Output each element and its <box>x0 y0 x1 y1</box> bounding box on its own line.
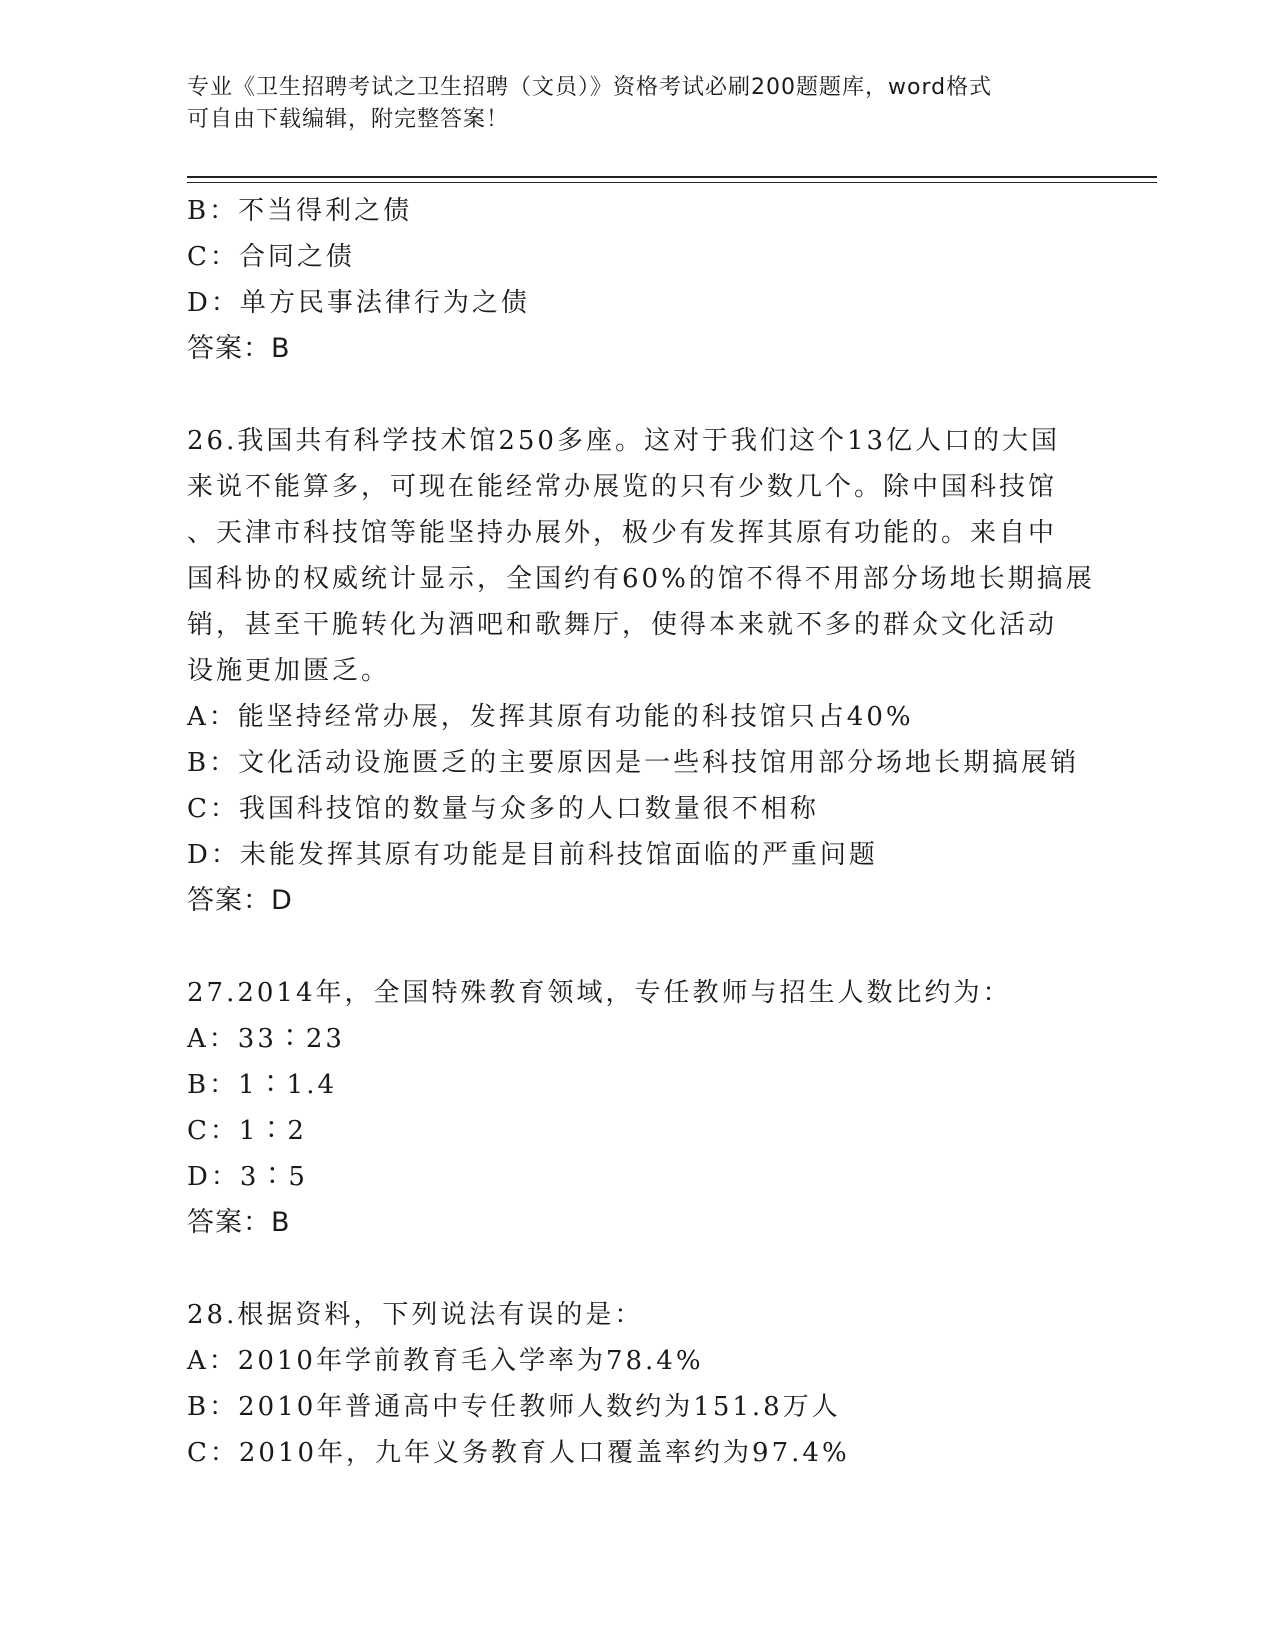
question-stem-line: 来说不能算多，可现在能经常办展览的只有少数几个。除中国科技馆 <box>187 472 1058 502</box>
spacer <box>187 1246 1087 1292</box>
spacer <box>187 372 1087 418</box>
question-28 <box>187 1292 1087 1476</box>
question-27 <box>187 970 1087 1246</box>
option-b: B：文化活动设施匮乏的主要原因是一些科技馆用部分场地长期搞展销 <box>187 748 1080 778</box>
document-header <box>187 72 1087 136</box>
option-b: B：不当得利之债 <box>187 196 413 226</box>
question-26 <box>187 418 1095 924</box>
option-c: C：2010年，九年义务教育人口覆盖率约为97.4% <box>187 1438 850 1468</box>
answer: 答案：B <box>187 1207 291 1238</box>
option-c: C：1∶2 <box>187 1116 307 1146</box>
question-stem: 28.根据资料，下列说法有误的是： <box>187 1300 644 1330</box>
question-stem-line: 国科协的权威统计显示，全国约有60%的馆不得不用部分场地长期搞展 <box>187 564 1095 594</box>
header-line-1: 专业《卫生招聘考试之卫生招聘（文员）》资格考试必刷200题题库，word格式 <box>187 75 993 100</box>
option-b: B：2010年普通高中专任教师人数约为151.8万人 <box>187 1392 841 1422</box>
option-d: D：3∶5 <box>187 1162 308 1192</box>
question-stem-line: 、天津市科技馆等能坚持办展外，极少有发挥其原有功能的。来自中 <box>187 518 1058 548</box>
header-rule-thin <box>187 182 1157 183</box>
option-c: C：合同之债 <box>187 242 355 272</box>
option-d: D：未能发挥其原有功能是目前科技馆面临的严重问题 <box>187 840 878 870</box>
question-stem: 27.2014年，全国特殊教育领域，专任教师与招生人数比约为： <box>187 978 1012 1008</box>
option-b: B：1∶1.4 <box>187 1070 337 1100</box>
question-stem-line: 设施更加匮乏。 <box>187 656 391 686</box>
header-rule-thick <box>187 176 1157 178</box>
option-c: C：我国科技馆的数量与众多的人口数量很不相称 <box>187 794 819 824</box>
answer: 答案：B <box>187 333 291 364</box>
option-d: D：单方民事法律行为之债 <box>187 288 530 318</box>
header-line-2: 可自由下载编辑，附完整答案！ <box>187 107 510 132</box>
question-25-tail <box>187 188 1087 372</box>
question-stem-line: 26.我国共有科学技术馆250多座。这对于我们这个13亿人口的大国 <box>187 426 1061 456</box>
document-body <box>187 188 1095 1476</box>
option-a: A：2010年学前教育毛入学率为78.4% <box>187 1346 704 1376</box>
option-a: A：33∶23 <box>187 1024 345 1054</box>
answer: 答案：D <box>187 885 293 916</box>
spacer <box>187 924 1087 970</box>
question-stem-line: 销，甚至干脆转化为酒吧和歌舞厅，使得本来就不多的群众文化活动 <box>187 610 1058 640</box>
option-a: A：能坚持经常办展，发挥其原有功能的科技馆只占40% <box>187 702 914 732</box>
